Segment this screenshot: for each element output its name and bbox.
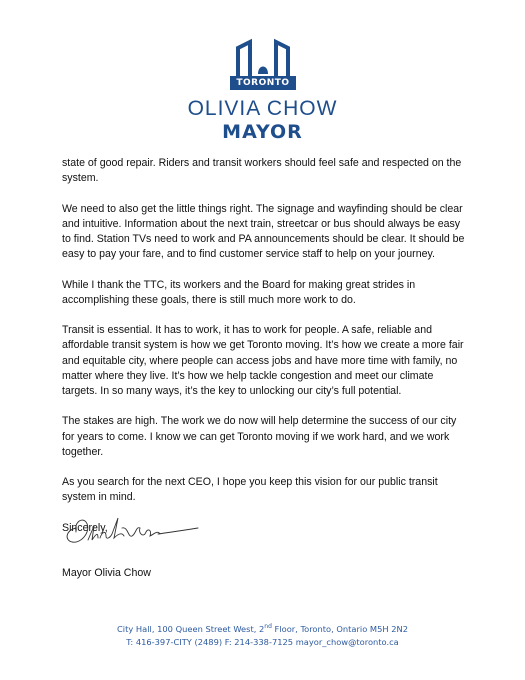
footer-address-part: City Hall, 100 Queen Street West, 2 bbox=[117, 624, 265, 634]
paragraph: We need to also get the little things right. The signage and wayfinding should be clear and intuitive. Information about the next train, streetcar or bus should always be easy to find. Station TVs need to work and PA announcements should be clear. It should be easy to pay your fare, and to find customer service staff to help on your journey. bbox=[62, 202, 465, 261]
footer-address bbox=[0, 623, 525, 636]
paragraph: As you search for the next CEO, I hope you keep this vision for our public transit system in mind. bbox=[62, 476, 438, 504]
paragraph: state of good repair. Riders and transit workers should feel safe and respected on the system. bbox=[62, 157, 462, 185]
toronto-wordmark: TORONTO bbox=[230, 76, 296, 90]
paragraph: Transit is essential. It has to work, it has to work for people. A safe, reliable and affordable transit system is how we get Toronto moving. It’s how we create a more fair and equitable city, where people can access jobs and have more time with family, no matter where they live. It’s how we help tackle congestion and meet our climate targets. In so many ways, it’s the key to unlocking our city’s full potential. bbox=[62, 324, 464, 397]
letter-footer bbox=[0, 623, 525, 649]
closing: Sincerely, bbox=[62, 521, 108, 534]
letterhead-name: OLIVIA CHOW bbox=[187, 97, 338, 120]
signer-name: Mayor Olivia Chow bbox=[62, 567, 151, 579]
footer-address-part: Floor, Toronto, Ontario M5H 2N2 bbox=[271, 624, 408, 634]
handwritten-signature-icon bbox=[62, 508, 202, 550]
paragraph: While I thank the TTC, its workers and the Board for making great strides in accomplishing these goals, there is still much more work to do. bbox=[62, 278, 416, 306]
paragraph: The stakes are high. The work we do now will help determine the success of our city for years to come. I know we can get Toronto moving if we work hard, and we work together. bbox=[62, 415, 457, 458]
letter-body bbox=[62, 156, 467, 551]
footer-address-sup: nd bbox=[264, 623, 272, 631]
footer-contact: T: 416-397-CITY (2489) F: 214-338-7125 mayor_chow@toronto.ca bbox=[126, 637, 399, 647]
letterhead-title: MAYOR bbox=[222, 121, 303, 143]
